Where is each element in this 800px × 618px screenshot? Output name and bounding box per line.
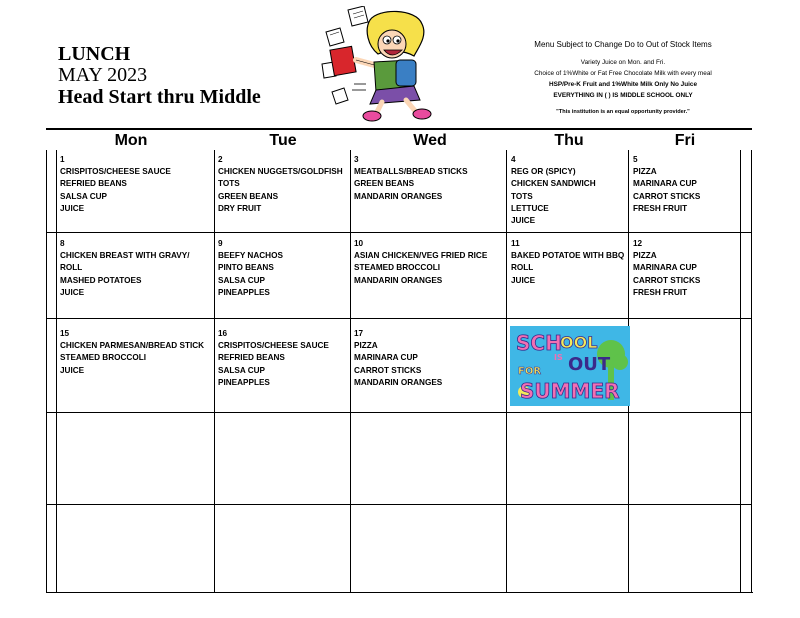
menu-item: PINEAPPLES bbox=[218, 377, 270, 387]
menu-item: ROLL bbox=[511, 263, 534, 273]
menu-item: MARINARA CUP bbox=[633, 179, 697, 189]
menu-item: FRESH FRUIT bbox=[633, 287, 688, 297]
menu-item: CHICKEN NUGGETS/GOLDFISH bbox=[218, 167, 343, 177]
day-number: 17 bbox=[354, 329, 364, 338]
menu-item: REG OR (SPICY) bbox=[511, 167, 576, 177]
menu-item: CHICKEN SANDWICH bbox=[511, 179, 596, 189]
menu-item: SALSA CUP bbox=[218, 365, 266, 375]
menu-item: MASHED POTATOES bbox=[60, 275, 142, 285]
day-cell bbox=[218, 328, 329, 389]
grid-line bbox=[350, 150, 351, 592]
grid-line bbox=[46, 504, 752, 505]
menu-item: JUICE bbox=[60, 365, 85, 375]
grid-line bbox=[46, 232, 752, 233]
notes-equal-opportunity: "This institution is an equal opportunity provider." bbox=[556, 109, 690, 115]
svg-text:OUT: OUT bbox=[568, 354, 611, 375]
menu-item: PINTO BEANS bbox=[218, 263, 274, 273]
day-header-tue: Tue bbox=[269, 132, 297, 149]
grid-line bbox=[506, 150, 507, 592]
menu-item: MARINARA CUP bbox=[633, 263, 697, 273]
day-header-wed: Wed bbox=[413, 132, 447, 149]
notes-middle-school: EVERYTHING IN ( ) IS MIDDLE SCHOOL ONLY bbox=[553, 92, 693, 99]
day-cell bbox=[60, 238, 189, 299]
menu-item: CRISPITOS/CHEESE SAUCE bbox=[218, 341, 329, 351]
day-number: 2 bbox=[218, 155, 223, 164]
day-number: 12 bbox=[633, 239, 643, 248]
menu-item: MANDARIN ORANGES bbox=[354, 191, 443, 201]
day-number: 5 bbox=[633, 155, 638, 164]
calendar-top-rule bbox=[46, 128, 752, 130]
menu-item: PIZZA bbox=[633, 251, 657, 261]
menu-item: REFRIED BEANS bbox=[60, 179, 127, 189]
day-cell bbox=[218, 238, 283, 299]
menu-item: TOTS bbox=[511, 191, 533, 201]
menu-item: MANDARIN ORANGES bbox=[354, 275, 443, 285]
grid-line bbox=[46, 412, 752, 413]
svg-text:FOR: FOR bbox=[518, 366, 542, 377]
menu-item: MARINARA CUP bbox=[354, 353, 418, 363]
menu-item: SALSA CUP bbox=[60, 191, 108, 201]
menu-item: STEAMED BROCCOLI bbox=[354, 263, 440, 273]
day-cell bbox=[354, 154, 468, 203]
svg-text:SUMMER: SUMMER bbox=[520, 379, 620, 403]
title-block bbox=[58, 44, 261, 108]
school-out-summer-graphic bbox=[510, 326, 630, 406]
menu-item: CARROT STICKS bbox=[633, 275, 701, 285]
menu-audience: Head Start thru Middle bbox=[58, 86, 261, 108]
svg-text:IS: IS bbox=[554, 353, 563, 362]
notes-juice: Variety Juice on Mon. and Fri. bbox=[580, 59, 666, 66]
day-number: 9 bbox=[218, 239, 223, 248]
menu-item: DRY FRUIT bbox=[218, 203, 262, 213]
svg-text:OOL: OOL bbox=[560, 333, 598, 352]
menu-item: MEATBALLS/BREAD STICKS bbox=[354, 167, 468, 177]
menu-notes bbox=[508, 40, 738, 115]
grid-line bbox=[46, 318, 752, 319]
menu-item: JUICE bbox=[60, 287, 85, 297]
menu-item: STEAMED BROCCOLI bbox=[60, 353, 146, 363]
menu-item: JUICE bbox=[511, 275, 536, 285]
menu-title: LUNCH bbox=[58, 43, 131, 65]
svg-text:SCH: SCH bbox=[516, 331, 562, 355]
menu-item: SALSA CUP bbox=[218, 275, 266, 285]
menu-item: MANDARIN ORANGES bbox=[354, 377, 443, 387]
menu-item: GREEN BEANS bbox=[354, 179, 415, 189]
menu-item: ROLL bbox=[60, 263, 83, 273]
day-header-thu: Thu bbox=[554, 132, 584, 149]
menu-item: CHICKEN BREAST WITH GRAVY/ bbox=[60, 251, 190, 261]
day-number: 3 bbox=[354, 155, 359, 164]
menu-item: TOTS bbox=[218, 179, 240, 189]
notes-heading: Menu Subject to Change Do to Out of Stock Items bbox=[534, 40, 712, 49]
grid-line bbox=[740, 150, 741, 592]
day-cell bbox=[60, 328, 204, 377]
menu-month: MAY 2023 bbox=[58, 64, 148, 86]
menu-item: JUICE bbox=[511, 216, 536, 226]
day-cell bbox=[60, 154, 171, 215]
day-number: 8 bbox=[60, 239, 65, 248]
grid-line bbox=[751, 150, 752, 592]
menu-item: JUICE bbox=[60, 203, 85, 213]
menu-item: BAKED POTATOE WITH BBQ bbox=[511, 251, 625, 261]
day-cell bbox=[218, 154, 343, 215]
menu-item: GREEN BEANS bbox=[218, 191, 279, 201]
day-cell bbox=[354, 328, 442, 389]
menu-item: PIZZA bbox=[354, 341, 378, 351]
day-header-fri: Fri bbox=[674, 132, 696, 149]
day-number: 10 bbox=[354, 239, 364, 248]
day-cell bbox=[511, 238, 624, 287]
menu-item: ASIAN CHICKEN/VEG FRIED RICE bbox=[354, 251, 488, 261]
notes-prek: HSP/Pre-K Fruit and 1%White Milk Only No Juice bbox=[548, 81, 698, 88]
day-number: 16 bbox=[218, 329, 228, 338]
day-cell bbox=[511, 154, 596, 227]
menu-item: FRESH FRUIT bbox=[633, 203, 688, 213]
day-cell bbox=[354, 238, 487, 287]
day-number: 15 bbox=[60, 329, 70, 338]
day-cell bbox=[633, 154, 700, 215]
notes-milk-choice: Choice of 1%White or Fat Free Chocolate Milk with every meal bbox=[534, 70, 712, 77]
day-number: 1 bbox=[60, 155, 65, 164]
menu-item: CARROT STICKS bbox=[633, 191, 701, 201]
menu-item: PINEAPPLES bbox=[218, 287, 270, 297]
menu-item: CHICKEN PARMESAN/BREAD STICK bbox=[60, 341, 205, 351]
grid-line bbox=[56, 150, 57, 592]
grid-line bbox=[214, 150, 215, 592]
running-student-illustration bbox=[318, 6, 438, 124]
menu-item: REFRIED BEANS bbox=[218, 353, 285, 363]
menu-item: LETTUCE bbox=[511, 203, 549, 213]
day-number: 4 bbox=[511, 155, 516, 164]
day-number: 11 bbox=[511, 239, 520, 248]
day-cell bbox=[633, 238, 700, 299]
menu-item: CRISPITOS/CHEESE SAUCE bbox=[60, 167, 171, 177]
menu-item: BEEFY NACHOS bbox=[218, 251, 283, 261]
day-header-mon: Mon bbox=[114, 132, 148, 149]
menu-item: CARROT STICKS bbox=[354, 365, 422, 375]
menu-item: PIZZA bbox=[633, 167, 657, 177]
